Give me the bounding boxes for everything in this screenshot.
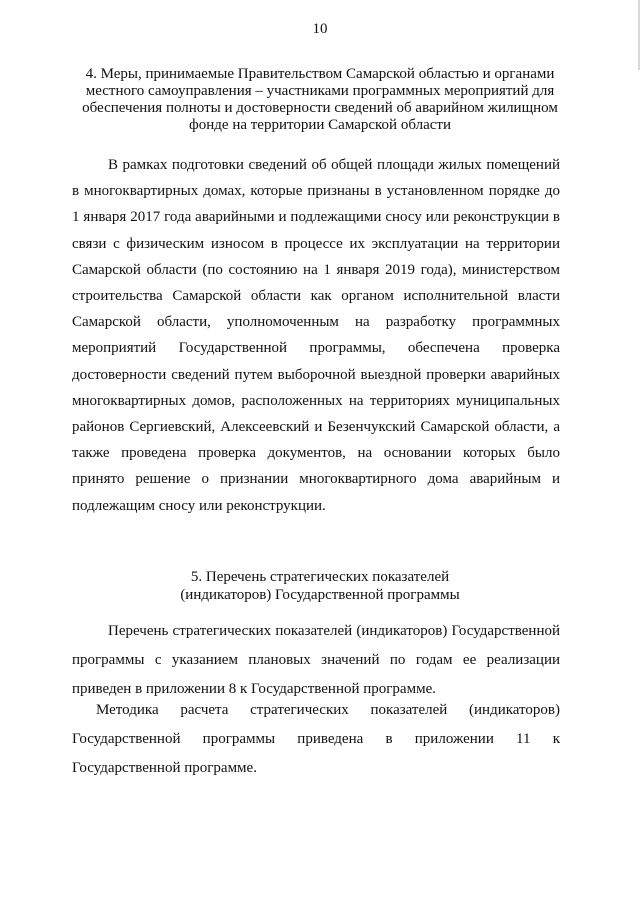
section-5-paragraph-1: Перечень стратегических показателей (индикаторов) Государственной программы с указанием плановых значений по годам ее реализации приведен в приложении 8 к Государственной программе. [72,623,560,697]
section-4-paragraph: В рамках подготовки сведений об общей площади жилых помещений в многоквартирных домах, которые признаны в установленном порядке до 1 января 2017 года аварийными и подлежащими сносу или реконструкции в связи с физическим износом в процессе их эксплуатации на территории Самарской области (по состоянию на 1 января 2019 года), министерством строительства Самарской области как органом исполнительной власти Самарской области, уполномоченным на разработку программных мероприятий Государственной программы, обеспечена проверка достоверности сведений путем выборочной выездной проверки аварийных многоквартирных домов, расположенных на территориях муниципальных районов Сергиевский, Алексеевский и Безенчукский Самарской области, а также проведена проверка документов, на основании которых было принято решение о признании многоквартирного дома аварийным и подлежащим сносу или реконструкции. [72,157,560,514]
page-number: 10 [312,21,328,37]
section-5-heading [72,568,568,604]
section-5-heading-line-1: 5. Перечень стратегических показателей [190,569,450,585]
section-4-heading: 4. Меры, принимаемые Правительством Самарской областью и органами местного самоуправления – участниками программных мероприятий для обеспечения полноты и достоверности сведений об аварийном жилищном фонде на территории Самарской области [82,66,558,133]
section-5-paragraph-2: Методика расчета стратегических показателей (индикаторов) Государственной программы приведена в приложении 11 к Государственной программе. [72,702,560,776]
section-5-heading-line-2: (индикаторов) Государственной программы [180,587,460,603]
